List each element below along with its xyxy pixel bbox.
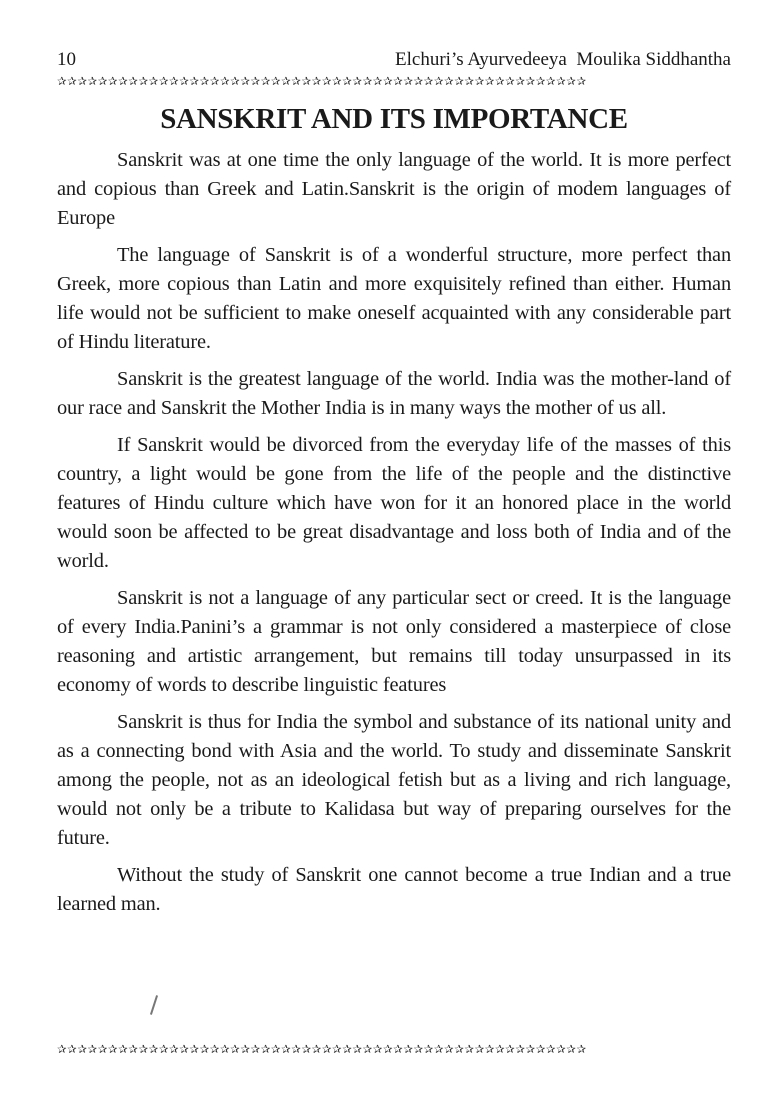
page-header <box>57 48 731 74</box>
paragraph-1: Sanskrit was at one time the only language of the world. It is more perfect and copious than Greek and Latin.Sanskrit is the origin of modem languages of Europe <box>57 149 731 229</box>
star-border-bottom: ✰✰✰✰✰✰✰✰✰✰✰✰✰✰✰✰✰✰✰✰✰✰✰✰✰✰✰✰✰✰✰✰✰✰✰✰✰✰✰✰✰✰✰✰✰✰✰✰✰✰✰✰ <box>57 1042 587 1056</box>
book-page <box>57 48 731 927</box>
paragraph-2: The language of Sanskrit is of a wonderful structure, more perfect than Greek, more copious than Latin and more exquisitely refined than either. Human life would not be sufficient to make oneself acquainted with any considerable part of Hindu literature. <box>57 244 731 353</box>
paragraph-7: Without the study of Sanskrit one cannot become a true Indian and a true learned man. <box>57 864 731 915</box>
star-border-top: ✰✰✰✰✰✰✰✰✰✰✰✰✰✰✰✰✰✰✰✰✰✰✰✰✰✰✰✰✰✰✰✰✰✰✰✰✰✰✰✰✰✰✰✰✰✰✰✰✰✰✰✰ <box>57 74 587 88</box>
paragraph-5: Sanskrit is not a language of any particular sect or creed. It is the language of every India.Panini’s a grammar is not only considered a masterpiece of close reasoning and artistic arrangement, but remains till today unsurpassed in its economy of words to describe linguistic features <box>57 587 731 696</box>
paragraph-3: Sanskrit is the greatest language of the world. India was the mother-land of our race and Sanskrit the Mother India is in many ways the mother of us all. <box>57 368 731 419</box>
running-title: Elchuri’s Ayurvedeeya Moulika Siddhantha <box>395 49 731 70</box>
page-number: 10 <box>57 49 76 70</box>
paragraph-6: Sanskrit is thus for India the symbol and substance of its national unity and as a connecting bond with Asia and the world. To study and disseminate Sanskrit among the people, not as an ideological fetish but as a living and rich language, would not only be a tribute to Kalidasa but way of preparing ourselves for the future. <box>57 711 731 849</box>
stray-pen-mark <box>150 995 158 1015</box>
chapter-title: SANSKRIT AND ITS IMPORTANCE <box>160 103 628 135</box>
paragraph-4: If Sanskrit would be divorced from the everyday life of the masses of this country, a light would be gone from the life of the people and the distinctive features of Hindu culture which have won for it an honored place in the world would soon be affected to be great disadvantage and loss both of India and of the world. <box>57 434 731 572</box>
